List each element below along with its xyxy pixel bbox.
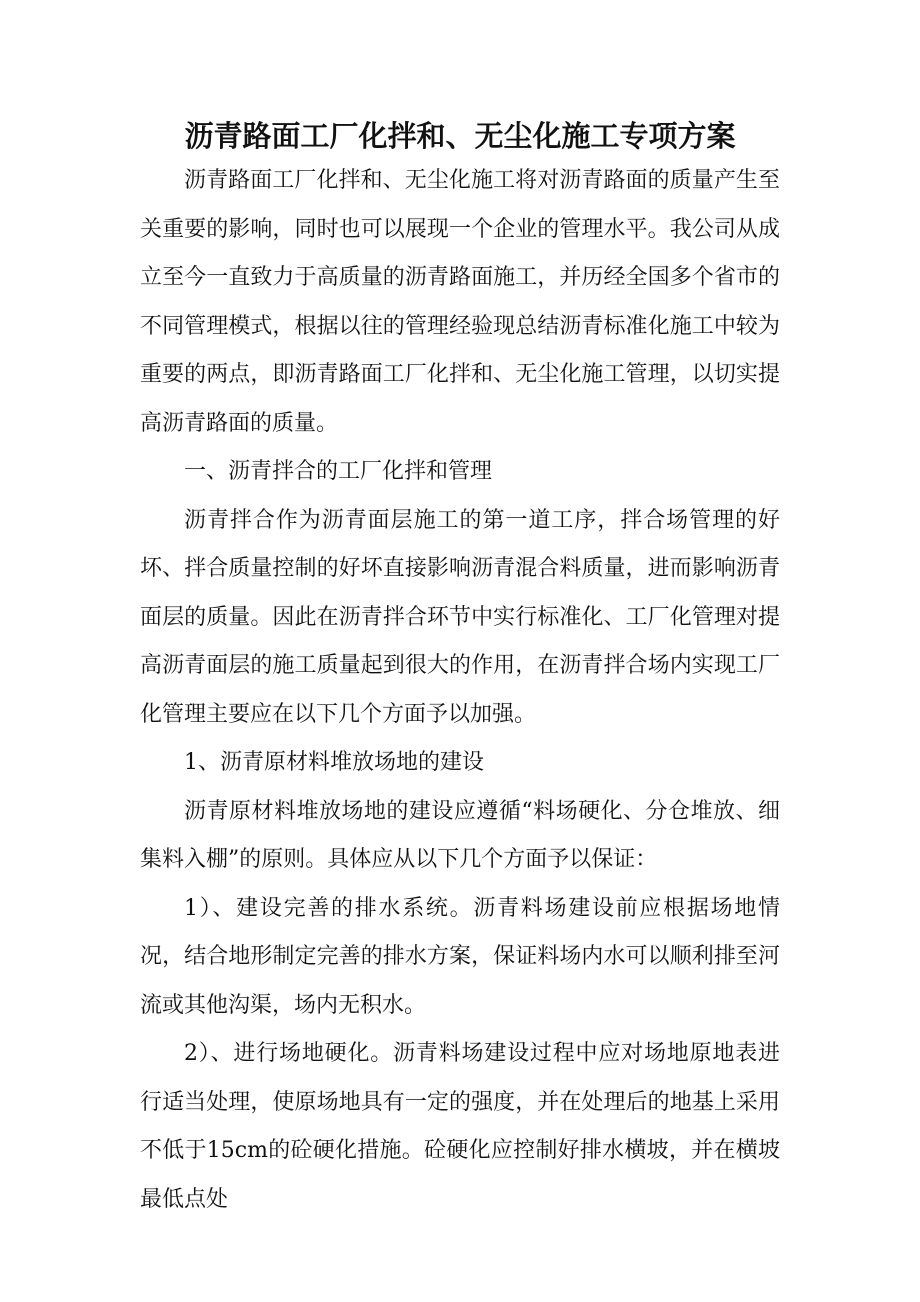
paragraph-subsection-1: 沥青原材料堆放场地的建设应遵循“料场硬化、分仓堆放、细集料入棚”的原则。具体应从以下几个方面予以保证：: [140, 798, 780, 872]
list-item-1: 1）、建设完善的排水系统。沥青料场建设前应根据场地情况，结合地形制定完善的排水方案，保证料场内水可以顺利排至河流或其他沟渠，场内无积水。: [140, 895, 780, 1018]
paragraph-section-1: 沥青拌合作为沥青面层施工的第一道工序，拌合场管理的好坏、拌合质量控制的好坏直接影响沥青混合料质量，进而影响沥青面层的质量。因此在沥青拌合环节中实行标准化、工厂化管理对提高沥青面层的施工质量起到很大的作用，在沥青拌合场内实现工厂化管理主要应在以下几个方面予以加强。: [140, 507, 780, 727]
document-body: [140, 157, 780, 1224]
paragraph-intro: 沥青路面工厂化拌和、无尘化施工将对沥青路面的质量产生至关重要的影响，同时也可以展现一个企业的管理水平。我公司从成立至今一直致力于高质量的沥青路面施工，并历经全国多个省市的不同管理模式，根据以往的管理经验现总结沥青标准化施工中较为重要的两点，即沥青路面工厂化拌和、无尘化施工管理，以切实提高沥青路面的质量。: [140, 168, 780, 436]
section-heading-1: 一、沥青拌合的工厂化拌和管理: [184, 459, 493, 484]
document-title: 沥青路面工厂化拌和、无尘化施工专项方案: [184, 119, 736, 153]
list-item-2: 2）、进行场地硬化。沥青料场建设过程中应对场地原地表进行适当处理，使原场地具有一定的强度，并在处理后的地基上采用不低于15cm的砼硬化措施。砼硬化应控制好排水横坡，并在横坡最低点处: [140, 1041, 780, 1212]
subsection-heading-1: 1、沥青原材料堆放场地的建设: [184, 750, 484, 775]
